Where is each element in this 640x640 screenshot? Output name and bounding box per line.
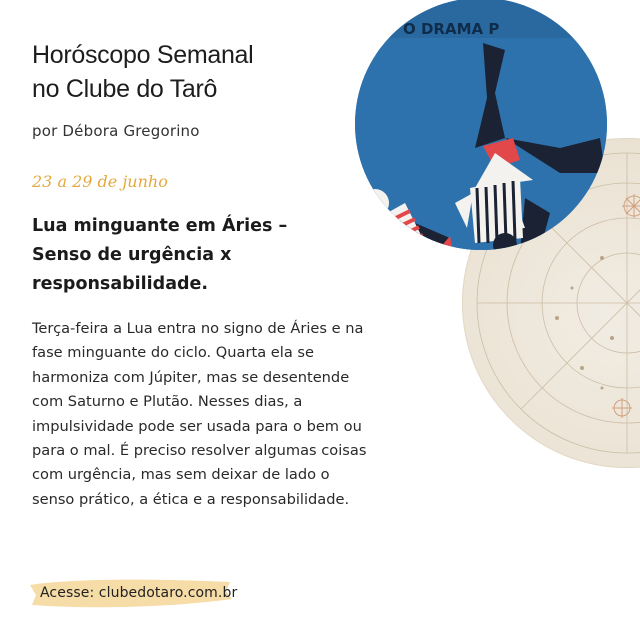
author-byline: por Débora Gregorino (32, 122, 200, 140)
date-range: 23 a 29 de junho (32, 172, 168, 191)
body-line: fase minguante do ciclo. Quarta ela se (32, 344, 314, 362)
body-line: com urgência, mas sem deixar de lado o (32, 466, 330, 484)
body-line: com Saturno e Plutão. Nesses dias, a (32, 393, 303, 411)
featured-art-image (355, 0, 607, 250)
body-line: Terça-feira a Lua entra no signo de Áries e na (32, 320, 364, 337)
headline (32, 212, 332, 299)
title-line-2: no Clube do Tarô (32, 75, 218, 103)
body-line: impulsividade pode ser usada para o bem ou (32, 417, 362, 435)
post-title (32, 38, 352, 106)
headline-line-2: Senso de urgência x (32, 245, 232, 265)
body-line: para o mal. É preciso resolver algumas coisas (32, 442, 367, 460)
title-line-1: Horóscopo Semanal (32, 41, 254, 69)
headline-line-1: Lua minguante em Áries – (32, 216, 288, 236)
svg-text:O DRAMA P: O DRAMA P (403, 20, 500, 38)
body-paragraph (32, 317, 402, 512)
website-link[interactable]: Acesse: clubedotaro.com.br (40, 585, 238, 601)
body-line: senso prático, a ética e a responsabilidade. (32, 490, 350, 508)
body-line: harmoniza com Júpiter, mas se desentende (32, 368, 350, 386)
headline-line-3: responsabilidade. (32, 274, 209, 294)
